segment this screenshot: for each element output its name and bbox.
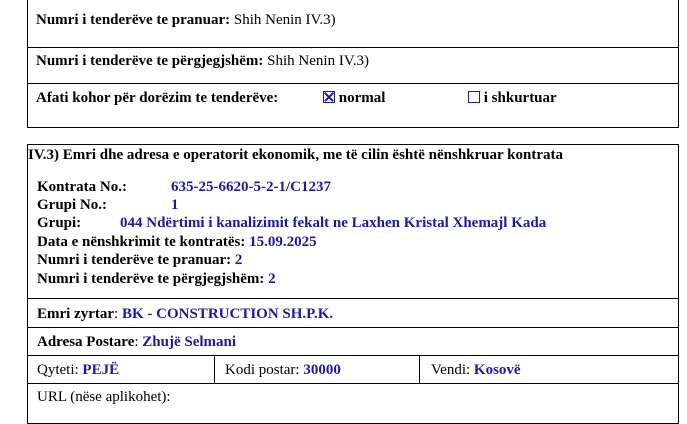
iv3-received-value: 2 — [234, 252, 243, 268]
normal-checkbox-icon[interactable] — [323, 91, 335, 103]
sign-date-value: 15.09.2025 — [249, 234, 317, 250]
deadline-label: Afati kohor për dorëzim te tenderëve: — [36, 90, 279, 106]
deadline-short-option[interactable] — [468, 90, 557, 107]
section-heading: IV.3) Emri dhe adresa e operatorit ekonomik, me të cilin është nënshkruar kontrata — [28, 147, 563, 163]
country-row — [431, 362, 521, 379]
country-label: Vendi: — [431, 362, 471, 378]
contract-no-value: 635-25-6620-5-2-1/C1237 — [171, 179, 331, 195]
postal-address-value: Zhujë Selmani — [142, 334, 237, 350]
official-name-row: Emri zyrtar: BK - CONSTRUCTION SH.P.K. — [37, 306, 334, 322]
top-received-label: Numri i tenderëve te pranuar: — [36, 12, 231, 28]
short-checkbox-icon[interactable] — [468, 91, 480, 103]
city-label: Qyteti: — [37, 362, 79, 378]
top-received-value: Shih Nenin IV.3) — [233, 12, 336, 28]
iv3-received-row — [37, 252, 242, 269]
top-responsive-label: Numri i tenderëve te përgjegjshëm: — [36, 53, 264, 69]
official-name-value: BK - CONSTRUCTION SH.P.K. — [121, 306, 334, 322]
city-row — [37, 362, 119, 379]
iv3-responsive-label: Numri i tenderëve te përgjegjshëm: — [37, 271, 265, 287]
group-no-label: Grupi No.: — [37, 197, 108, 213]
sign-date-label: Data e nënshkrimit te kontratës: — [37, 234, 246, 250]
top-responsive-row — [36, 53, 369, 70]
city-value: PEJË — [82, 362, 120, 378]
postal-code-value: 30000 — [303, 362, 341, 378]
group-no-value: 1 — [171, 197, 179, 213]
iv3-received-label: Numri i tenderëve te pranuar: — [37, 252, 232, 268]
top-received-row — [36, 12, 336, 29]
group-label: Grupi: — [37, 215, 82, 231]
iv3-responsive-row — [37, 271, 276, 288]
short-option-label: i shkurtuar — [483, 90, 557, 106]
postal-code-row — [225, 362, 341, 379]
postal-address-row: Adresa Postare: Zhujë Selmani — [37, 334, 237, 350]
group-value: 044 Ndërtimi i kanalizimit fekalt ne Laxhen Kristal Xhemajl Kada — [120, 215, 547, 231]
url-label: URL (nëse aplikohet): — [37, 389, 171, 405]
sign-date-row — [37, 234, 317, 251]
normal-option-label: normal — [338, 90, 386, 106]
deadline-normal-option[interactable] — [323, 90, 385, 107]
top-responsive-value: Shih Nenin IV.3) — [267, 53, 369, 69]
contract-no-label: Kontrata No.: — [37, 179, 127, 195]
iv3-responsive-value: 2 — [268, 271, 276, 287]
postal-code-label: Kodi postar: — [225, 362, 300, 378]
postal-address-label: Adresa Postare — [37, 334, 135, 350]
country-value: Kosovë — [473, 362, 521, 378]
official-name-label: Emri zyrtar — [37, 306, 115, 322]
